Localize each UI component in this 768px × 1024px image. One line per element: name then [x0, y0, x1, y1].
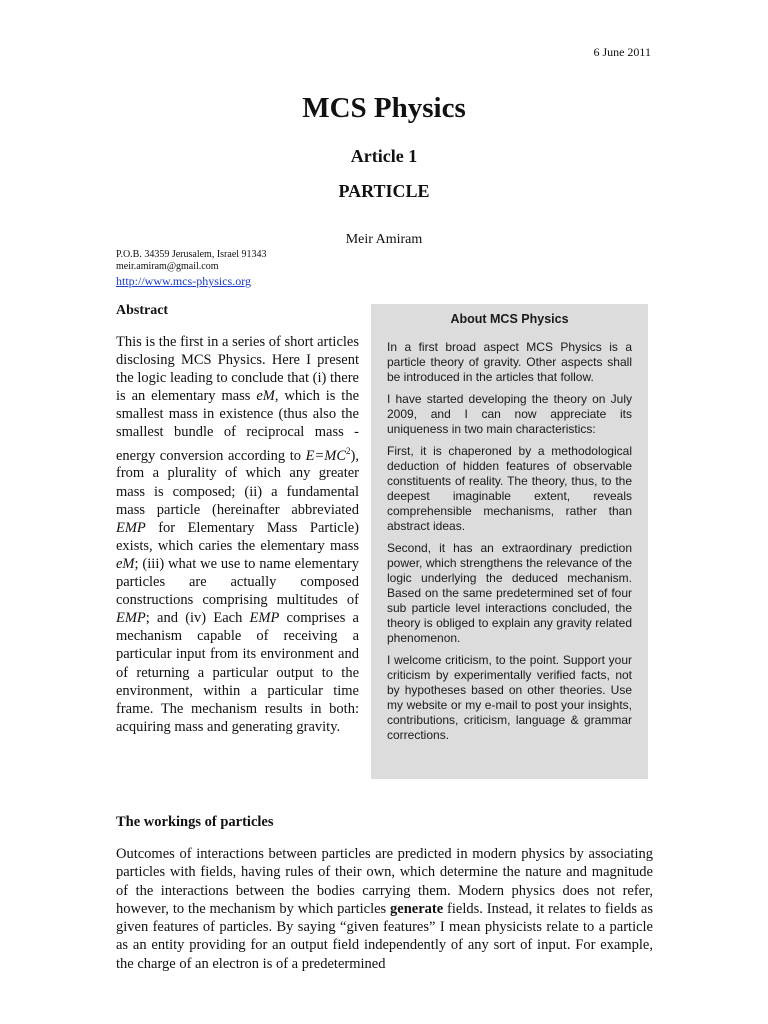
formula: E=MC — [305, 447, 347, 464]
abstract-heading: Abstract — [116, 303, 169, 318]
website-link[interactable]: http://www.mcs-physics.org — [116, 274, 251, 288]
about-paragraph: Second, it has an extraordinary prediction power, which strengthens the relevance of the logic underlying the deduced mechanism. Based on the same predetermined set of four sub particle level interactions concluded, the theory is obliged to explain any gravity related phenomenon. — [387, 541, 632, 645]
about-paragraph: I have started developing the theory on July 2009, and I can now appreciate its uniqueness in two main characteristics: — [387, 392, 632, 436]
section-heading: The workings of particles — [116, 814, 274, 830]
about-paragraph: In a first broad aspect MCS Physics is a particle theory of gravity. Other aspects shall be introduced in the articles that follow. — [387, 340, 632, 384]
about-paragraph: I welcome criticism, to the point. Support your criticism by experimentally verified facts, not by hypotheses based on other theories. Use my website or my e-mail to post your insights, contributions, criticism, language & grammar corrections. — [387, 653, 632, 742]
about-heading: About MCS Physics — [450, 312, 569, 326]
article-number: Article 1 — [350, 146, 418, 166]
document-date: 6 June 2011 — [593, 45, 651, 59]
document-title: MCS Physics — [302, 92, 466, 124]
postal-address: P.O.B. 34359 Jerusalem, Israel 91343 — [116, 249, 267, 260]
about-paragraph: First, it is chaperoned by a methodological deduction of hidden features of observable constituents of reality. The theory, thus, to the deepest imaginable extent, reveals comprehensible mechanisms, rather than abstract ideas. — [387, 444, 632, 533]
email-address: meir.amiram@gmail.com — [116, 261, 219, 272]
about-sidebar-box — [371, 304, 648, 779]
article-subtitle: PARTICLE — [338, 181, 430, 201]
author-name: Meir Amiram — [345, 232, 423, 247]
contact-block — [116, 249, 267, 289]
abstract-paragraph: This is the first in a series of short articles disclosing MCS Physics. Here I present the logic leading to conclude that (i) there is an elementary mass eM, which is the smallest mass in existence (thus also the smallest bundle of reciprocal mass - energy conversion according to $E=MC^2$), from a plurality of which any greater mass is composed; (ii) a fundamental mass particle (hereinafter abbreviated EMP for Elementary Mass Particle) exists, which caries the elementary mass eM; (iii) what we use to name elementary particles are actually composed constructions comprising multitudes of EMP; and (iv) Each EMP comprises a mechanism capable of receiving a particular input from its environment and of returning a particular output to the environment, within a particular time frame. The mechanism results in both: acquiring mass and generating gravity. — [116, 334, 360, 735]
section-paragraph: Outcomes of interactions between particles are predicted in modern physics by associating particles with fields, having rules of their own, which determine the nature and magnitude of the interactions between the bodies carrying them. Modern physics does not refer, however, to the mechanism by which particles generate fields. Instead, it relates to fields as given features of particles. By saying “given features” I mean physicists relate to a particle as an entity providing for an output field independently of any sort of input. For example, the charge of an electron is of a predetermined — [116, 846, 653, 972]
